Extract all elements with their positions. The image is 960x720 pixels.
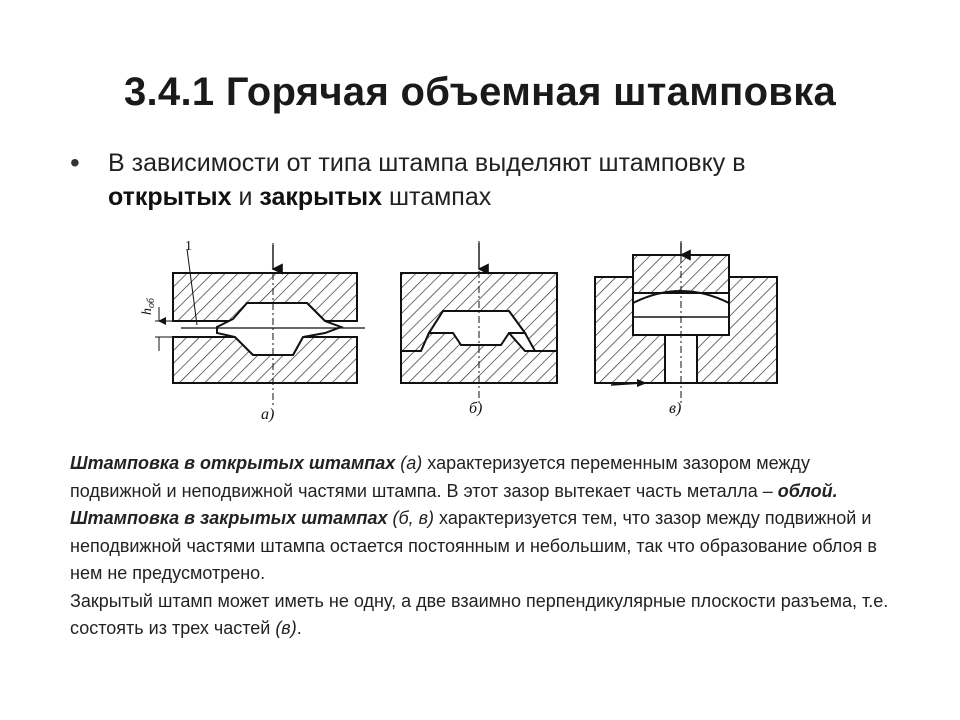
three-part-ref: (в)	[275, 618, 297, 638]
bullet-text-part3: штампах	[382, 183, 492, 211]
caption-a: а)	[261, 406, 275, 423]
description-three-part-die	[70, 588, 890, 643]
label-flash-thickness	[140, 297, 157, 315]
open-die-title: Штамповка в открытых штампах	[70, 453, 396, 473]
three-part-text: Закрытый штамп может иметь не одну, а две взаимно перпендикулярные плоскости разъема, т.е. состоять из трех частей	[70, 590, 889, 638]
three-part-end: .	[296, 618, 302, 638]
caption-b: б)	[469, 400, 483, 417]
open-die-text: характеризуется переменным зазором между подвижной и неподвижной частями штампа. В этот зазор вытекает часть металла –	[70, 453, 810, 501]
closed-die-text: характеризуется тем, что зазор между подвижной и неподвижной частями штампа остается постоянным и небольшим, так что образование облоя в нем не предусмотрено.	[70, 508, 877, 583]
closed-die-title: Штамповка в закрытых штампах	[70, 508, 388, 528]
diagram-a-open-die	[155, 243, 365, 405]
bullet-text-part2: и	[231, 183, 260, 211]
die-diagrams-figure	[125, 233, 805, 433]
bullet-bold-open: открытых	[108, 183, 232, 211]
flash-term: облой.	[777, 480, 838, 501]
slide-title: 3.4.1 Горячая объемная штамповка	[123, 70, 837, 114]
diagram-b-closed-die	[401, 241, 557, 405]
caption-v: в)	[669, 400, 682, 417]
bullet-bold-closed: закрытых	[259, 183, 383, 211]
description-open-die	[70, 450, 890, 505]
label-h: h	[140, 308, 155, 315]
closed-die-ref: (б, в)	[392, 508, 435, 528]
bullet-dot-icon: •	[70, 147, 80, 178]
bullet-text-part1: В зависимости от типа штампа выделяют штамповку в	[108, 149, 746, 177]
description-closed-die	[70, 505, 890, 588]
open-die-ref: (а)	[400, 453, 423, 473]
diagram-c-three-part-die	[595, 241, 777, 403]
bullet-text	[108, 146, 868, 214]
label-part-1: 1	[185, 239, 192, 254]
description-block	[70, 450, 890, 643]
label-h-sub: об	[146, 298, 157, 308]
